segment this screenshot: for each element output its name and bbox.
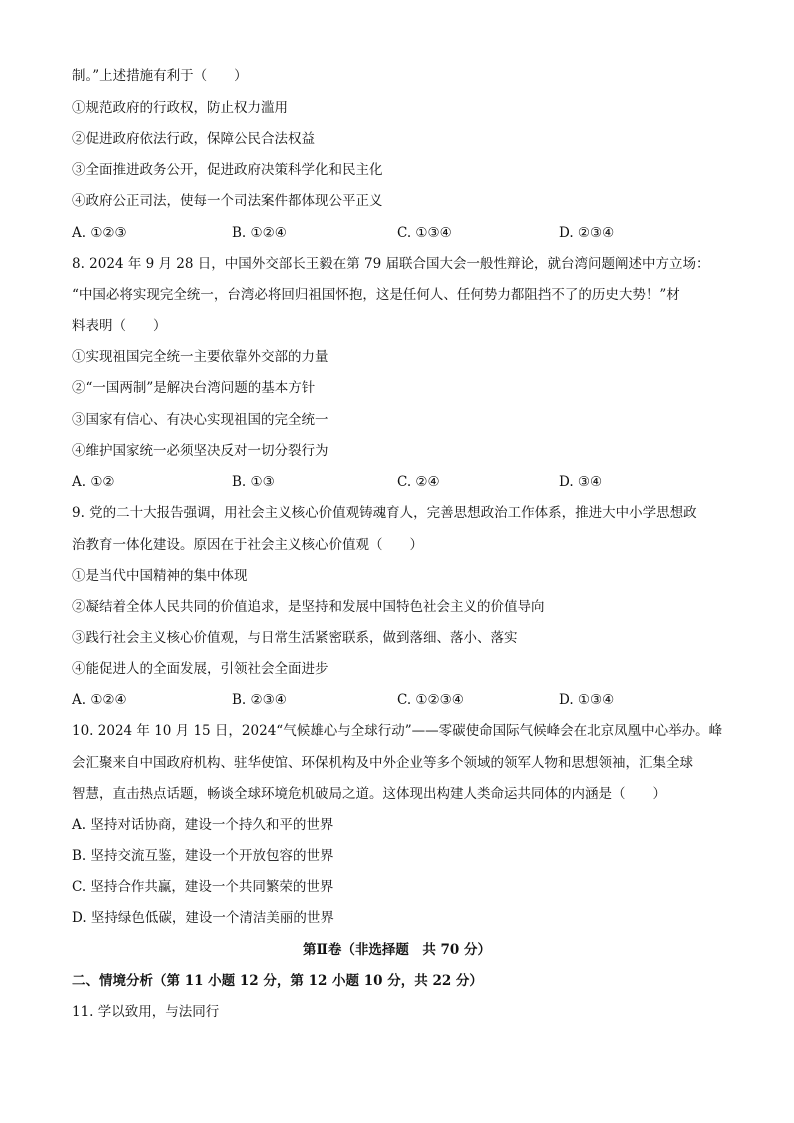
- q7-option-c: C. ①③④: [397, 225, 452, 241]
- q9-stem-line-2: 治教育一体化建设。原因在于社会主义核心价值观（ ）: [72, 537, 423, 553]
- part-two-title: 第Ⅱ卷（非选择题 共 70 分）: [302, 942, 492, 958]
- q8-statement-1: ①实现祖国完全统一主要依靠外交部的力量: [72, 349, 329, 365]
- q9-option-b: B. ②③④: [232, 692, 287, 708]
- q8-option-c: C. ②④: [397, 474, 440, 490]
- q8-stem-line-1: 8. 2024 年 9 月 28 日，中国外交部长王毅在第 79 届联合国大会一般性辩论，就台湾问题阐述中方立场：: [72, 256, 710, 272]
- section-two-heading: 二、情境分析（第 11 小题 12 分，第 12 小题 10 分，共 22 分）: [72, 973, 483, 989]
- q10-option-d: D. 坚持绿色低碳，建设一个清洁美丽的世界: [72, 910, 334, 926]
- q7-stem-tail: 制。”上述措施有利于（ ）: [72, 68, 248, 84]
- q7-statement-1: ①规范政府的行政权，防止权力滥用: [72, 100, 288, 116]
- q7-statement-4: ④政府公正司法，使每一个司法案件都体现公平正义: [72, 193, 383, 209]
- q10-stem-line-3: 智慧，直击热点话题，畅谈全球环境危机破局之道。这体现出构建人类命运共同体的内涵是（ ）: [72, 786, 666, 802]
- q9-option-d: D. ①③④: [559, 692, 615, 708]
- q9-statement-3: ③践行社会主义核心价值观，与日常生活紧密联系，做到落细、落小、落实: [72, 630, 518, 646]
- q8-options: [72, 472, 732, 492]
- q9-option-c: C. ①②③④: [397, 692, 464, 708]
- q7-option-d: D. ②③④: [559, 225, 615, 241]
- q8-option-d: D. ③④: [559, 474, 603, 490]
- q7-statement-2: ②促进政府依法行政，保障公民合法权益: [72, 131, 315, 147]
- q7-option-b: B. ①②④: [232, 225, 287, 241]
- q10-option-c: C. 坚持合作共赢，建设一个共同繁荣的世界: [72, 879, 334, 895]
- q9-statement-1: ①是当代中国精神的集中体现: [72, 568, 248, 584]
- q8-stem-line-3: 料表明（ ）: [72, 318, 167, 334]
- q11-stem: 11. 学以致用，与法同行: [72, 1004, 220, 1020]
- q9-stem-line-1: 9. 党的二十大报告强调，用社会主义核心价值观铸魂育人，完善思想政治工作体系，推进大中小学思想政: [72, 505, 697, 521]
- q8-option-b: B. ①③: [232, 474, 275, 490]
- q9-options: [72, 690, 732, 710]
- q8-stem-line-2: “中国必将实现完全统一，台湾必将回归祖国怀抱，这是任何人、任何势力都阻挡不了的历史大势！”材: [72, 287, 680, 303]
- q8-statement-4: ④维护国家统一必须坚决反对一切分裂行为: [72, 443, 329, 459]
- q10-option-b: B. 坚持交流互鉴，建设一个开放包容的世界: [72, 848, 334, 864]
- q8-statement-3: ③国家有信心、有决心实现祖国的完全统一: [72, 412, 329, 428]
- q10-stem-line-1: 10. 2024 年 10 月 15 日，2024“气候雄心与全球行动”——零碳使命国际气候峰会在北京凤凰中心举办。峰: [72, 723, 722, 739]
- q7-option-a: A. ①②③: [72, 225, 127, 241]
- q9-statement-4: ④能促进人的全面发展，引领社会全面进步: [72, 661, 329, 677]
- q7-options: [72, 223, 732, 243]
- q8-option-a: A. ①②: [72, 474, 115, 490]
- q9-option-a: A. ①②④: [72, 692, 127, 708]
- q7-statement-3: ③全面推进政务公开，促进政府决策科学化和民主化: [72, 162, 383, 178]
- q10-stem-line-2: 会汇聚来自中国政府机构、驻华使馆、环保机构及中外企业等多个领域的领军人物和思想领袖，汇集全球: [72, 755, 693, 771]
- q8-statement-2: ②“一国两制”是解决台湾问题的基本方针: [72, 380, 316, 396]
- q10-option-a: A. 坚持对话协商，建设一个持久和平的世界: [72, 817, 334, 833]
- q9-statement-2: ②凝结着全体人民共同的价值追求，是坚持和发展中国特色社会主义的价值导向: [72, 599, 545, 615]
